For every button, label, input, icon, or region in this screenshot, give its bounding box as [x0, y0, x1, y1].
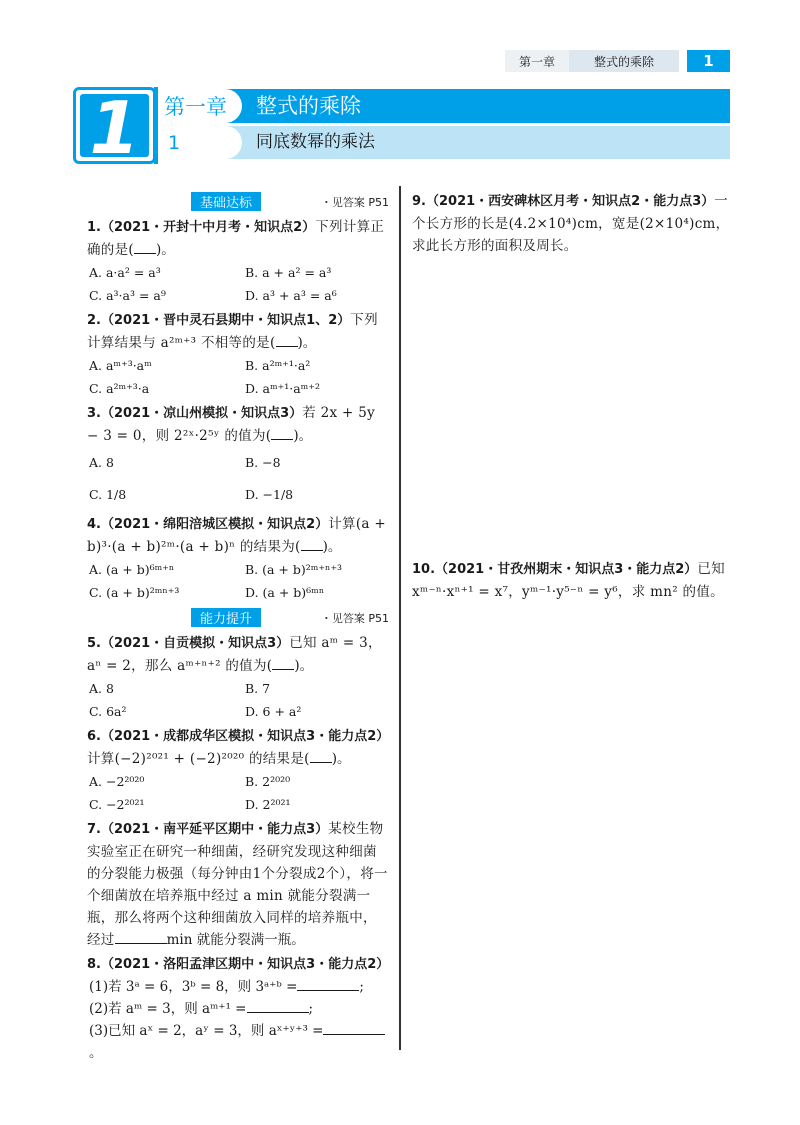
section-title: 同底数幂的乘法: [256, 132, 375, 152]
answer-blank[interactable]: [115, 929, 167, 944]
option-a: A. aᵐ⁺³·aᵐ: [89, 358, 152, 373]
question-header: 3.（2021・凉山州模拟・知识点3）: [87, 406, 303, 421]
option-c: C. a³·a³ = a⁹: [89, 288, 166, 303]
question-text-end: )。: [322, 539, 342, 555]
sub-question-1: [87, 976, 389, 998]
sub-question-3: [87, 1020, 389, 1064]
chapter-number-badge: [73, 86, 156, 170]
option-b: B. a + a² = a³: [245, 265, 332, 280]
running-head-chapter: 第一章: [505, 50, 569, 72]
answer-blank[interactable]: [272, 655, 294, 670]
option-d: D. (a + b)⁶ᵐⁿ: [245, 585, 325, 600]
sub-question-text: (2)若 aᵐ = 3，则 aᵐ⁺¹ =: [89, 1001, 247, 1017]
question-text-end: min 就能分裂满一瓶。: [166, 932, 305, 948]
question-text: 计算(−2)²⁰²¹ + (−2)²⁰²⁰ 的结果是(: [87, 751, 310, 767]
question-9: [412, 190, 730, 257]
option-a: A. 8: [89, 455, 114, 470]
answer-blank[interactable]: [301, 536, 323, 551]
answer-blank[interactable]: [297, 976, 359, 991]
option-a: A. 8: [89, 681, 114, 696]
question-header: 2.（2021・晋中灵石县期中・知识点1、2）: [87, 313, 351, 328]
answer-reference: ・见答案 P51: [320, 196, 389, 209]
option-d: D. a³ + a³ = a⁶: [245, 288, 337, 303]
question-header: 4.（2021・绵阳涪城区模拟・知识点2）: [87, 517, 329, 532]
option-c: C. −2²⁰²¹: [89, 797, 145, 812]
option-b: B. (a + b)²ᵐ⁺ⁿ⁺³: [245, 562, 343, 577]
answer-reference: ・见答案 P51: [320, 612, 389, 625]
answer-blank[interactable]: [323, 1020, 385, 1035]
left-column: [87, 190, 389, 1066]
question-header: 5.（2021・自贡模拟・知识点3）: [87, 636, 290, 651]
question-header: 10.（2021・甘孜州期末・知识点3・能力点2）: [412, 562, 698, 577]
section-tag-advanced: 能力提升: [191, 608, 261, 627]
question-text-end: )。: [294, 658, 314, 674]
question-header: 7.（2021・南平延平区期中・能力点3）: [87, 822, 329, 837]
banner-separator: [154, 87, 158, 164]
answer-blank[interactable]: [310, 748, 332, 763]
section-number: 1: [160, 126, 242, 159]
sub-question-text: (3)已知 aˣ = 2，aʸ = 3，则 aˣ⁺ʸ⁺³ =: [89, 1023, 324, 1039]
question-text: 若 2x + 5y − 3 = 0，则 2²ˣ·2⁵ʸ 的值为(: [87, 405, 376, 444]
question-text: 计算(a + b)³·(a + b)²ᵐ·(a + b)ⁿ 的结果为(: [87, 516, 386, 555]
question-text: 一个长方形的长是(4.2×10⁴)cm，宽是(2×10⁴)cm，求此长方形的面积及周长。: [412, 193, 730, 254]
page-number: 1: [687, 50, 730, 72]
question-text: 某校生物实验室正在研究一种细菌，经研究发现这种细菌的分裂能力极强（每分钟由1个分裂成2个），将一个细菌放在培养瓶中经过 a min 就能分裂满一瓶，那么将两个这种细菌放入同样的培养瓶中，经过: [87, 821, 388, 948]
question-header: 1.（2021・开封十中月考・知识点2）: [87, 220, 316, 235]
section-tag-basic: 基础达标: [191, 192, 261, 211]
option-a: A. −2²⁰²⁰: [89, 774, 145, 789]
question-text-end: )。: [297, 335, 317, 351]
question-3: [87, 402, 389, 511]
option-a: A. a·a² = a³: [89, 265, 161, 280]
option-c: C. a²ᵐ⁺³·a: [89, 381, 150, 396]
chapter-title-bar: [160, 89, 730, 123]
question-text-end: )。: [155, 242, 175, 258]
answer-blank[interactable]: [134, 239, 156, 254]
option-b: B. 2²⁰²⁰: [245, 774, 291, 789]
option-c: C. (a + b)²ᵐⁿ⁺³: [89, 585, 180, 600]
question-header: 9.（2021・西安碑林区月考・知识点2・能力点3）: [412, 194, 715, 209]
section-title-bar: [160, 126, 730, 159]
question-text-end: )。: [331, 751, 351, 767]
option-b: B. a²ᵐ⁺¹·a²: [245, 358, 311, 373]
question-header: 8.（2021・洛阳孟津区期中・知识点3・能力点2）: [87, 957, 390, 972]
question-4: [87, 513, 389, 604]
question-1: [87, 216, 389, 307]
sub-question-2: [87, 998, 389, 1020]
question-5: [87, 632, 389, 723]
running-head-title: 整式的乘除: [569, 50, 679, 72]
sub-question-end: 。: [89, 1045, 103, 1061]
question-text: 已知 xᵐ⁻ⁿ·xⁿ⁺¹ = x⁷，yᵐ⁻¹·y⁵⁻ⁿ = y⁶，求 mn² 的值。: [412, 561, 725, 600]
question-8: [87, 953, 389, 1064]
question-6: [87, 725, 389, 816]
question-header: 6.（2021・成都成华区模拟・知识点3・能力点2）: [87, 729, 390, 744]
sub-question-end: ;: [308, 1001, 314, 1017]
option-d: D. 2²⁰²¹: [245, 797, 291, 812]
section-header-basic: [87, 190, 389, 212]
chapter-label: 第一章: [160, 89, 242, 123]
chapter-number: 1: [89, 86, 140, 170]
option-c: C. 1/8: [89, 487, 127, 502]
option-c: C. 6a²: [89, 704, 127, 719]
answer-blank[interactable]: [276, 332, 298, 347]
chapter-title: 整式的乘除: [256, 94, 361, 118]
right-column: [412, 190, 730, 600]
question-7: [87, 818, 389, 951]
option-b: B. −8: [245, 455, 281, 470]
question-10: [412, 558, 730, 603]
column-divider: [399, 186, 401, 1050]
option-d: D. −1/8: [245, 487, 294, 502]
answer-blank[interactable]: [247, 998, 309, 1013]
option-d: D. aᵐ⁺¹·aᵐ⁺²: [245, 381, 320, 396]
option-b: B. 7: [245, 681, 271, 696]
question-text: 下列计算正确的是(: [87, 219, 385, 258]
option-d: D. 6 + a²: [245, 704, 302, 719]
section-header-advanced: [87, 606, 389, 628]
answer-blank[interactable]: [271, 425, 293, 440]
option-a: A. (a + b)⁶ᵐ⁺ⁿ: [89, 562, 175, 577]
sub-question-end: ;: [359, 979, 364, 995]
question-text-end: )。: [293, 428, 313, 444]
question-2: [87, 309, 389, 400]
question-text: 下列计算结果与 a²ᵐ⁺³ 不相等的是(: [87, 312, 378, 351]
running-head: [505, 50, 730, 72]
sub-question-text: (1)若 3ᵃ = 6，3ᵇ = 8，则 3ᵃ⁺ᵇ =: [89, 979, 298, 995]
question-text: 已知 aᵐ = 3，aⁿ = 2，那么 aᵐ⁺ⁿ⁺² 的值为(: [87, 635, 382, 674]
